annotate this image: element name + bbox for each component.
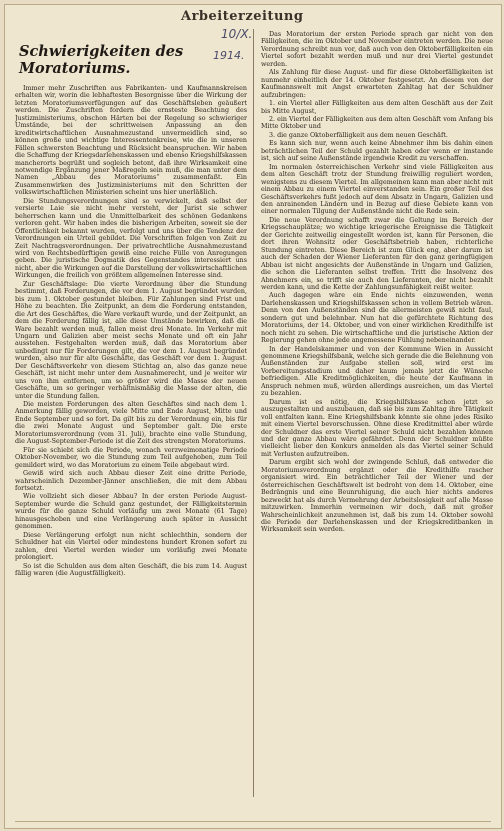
list-item: 2. ein Viertel der Fälligkeiten aus dem alten Geschäft vom Anfang bis Mitte Oktober und <box>261 115 493 131</box>
paragraph: Wie vollzieht sich dieser Abbau? In der ersten Periode August-September wurde die Schuld ganz gestundet, der Fälligkeitstermin wurde für die ganze Schuld vorläufig um zwei Monate (61 Tage) hinausgeschoben und eine Verlängerung auch später in Aussicht genommen. <box>15 493 247 531</box>
paragraph: Zur Geschäftslage: Die vierte Verordnung über die Stundung bestimmt, daß Forderungen, die vor dem 1. August begründet wurden, bis zum 1. Oktober gestundet bleiben. Für Zahlungen sind Frist und Höhe zu beachten. Die Zeitpunkt, an dem die Forderung entstanden, die Art des Geschäftes, die Ware verkauft wurde, und der Zeitpunkt, an dem die Forderung fällig ist, alle diese Umstände bewirken, daß die Ware bezahlt werden muß, fallen meist drei Monate. Im Verkehr mit Ungarn und Galizien aber meist sechs Monate und oft ein Jahr ausstehen. Festgehalten werden muß, daß das Moratorium aber unbedingt nur für Forderungen gilt, die vor dem 1. August begründet wurden, also nur für alte Geschäfte, das Geschäft vor dem 1. August. Der Geschäftsverkehr von diesem Stichtag an, also das ganze neue Geschäft, ist nicht mehr unter dem Ausnahmerecht, und je weiter wir uns von ihm entfernen, um so größer wird die Masse der neuen Geschäfte, um so geringer verhältnismäßig die Masse der alten, die unter die Stundung fallen. <box>15 280 247 400</box>
paragraph: Immer mehr Zuschriften aus Fabrikanten- und Kaufmannskreisen erhalten wir, worin die lebhaftesten Besorgnisse über die Wirkung der letzten Moratoriumsverfügungen auf das Geschäftsleben geäußert werden. Die Zuschriften fordern die ernsteste Beachtung des Justizministeriums, obschon Härten bei der Regelung so schwieriger Umstände, bei der schrittweisen Anpassung an den kreditwirtschaftlichen Ausnahmezustand unvermeidlich sind, so können große und wichtige Interessentenkreise, wie die in unseren Fällen schwersten Beachtung und Rücksicht beanspruchen. Wir haben die Schaffung der Kriegsdarlehenskassen und ebenso Kriegshilfskassen mancherorts begrüßt und sogleich betont, daß ihre Wirksamkeit eine notwendige Ergänzung jener Maßregeln sein muß, die man unter dem Namen „Abbau des Moratoriums“ zusammenfaßt. Ein Zusammenwirken des Justizministeriums mit den Schritten der volkswirtschaftlichen Ministerien scheint uns hier unerläßlich. <box>15 85 247 197</box>
paragraph: Die Stundungsverordnungen sind so verwickelt, daß selbst der versierte Laie sie nicht mehr versteht, der Jurist sie schwer beherrschen kann und die Unmittelbarkeit des schönen Gedankens verloren geht. Wir haben indes die bisherigen Arbeiten, soweit sie der Öffentlichkeit bekannt wurden, verfolgt und uns über die Tendenz der Verordnungen ein Urteil gebildet. Die Vorschriften folgen von Zeit zu Zeit Nachtragsverordnungen. Der privatrechtliche Ausnahmezustand wird von Rechtsbedürftigen gewiß eine reiche Fülle von Anregungen geben. Die juristische Dogmatik des Gegenstandes interessiert uns nicht, aber die Wirkungen auf die Darstellung der volkswirtschaftlichen Wirkungen, die freilich von größtem allgemeinen Interesse sind. <box>15 197 247 280</box>
paragraph: Als Zahlung für diese August- und für diese Oktoberfälligkeiten ist nunmehr einheitlich der 14. Oktober festgesetzt. An diesem von der Kaufmannswelt mit Angst erwarteten Zahltag hat der Schuldner aufzubringen: <box>261 69 493 99</box>
right-column <box>261 31 493 791</box>
paragraph: Für sie schiebt sich die Periode, wonach verzweimonatige Periode Oktober-November, wo die Stundung zum Teil aufgehoben, zum Teil gemildert wird, wo das Moratorium zu einem Teile abgebaut wird. <box>15 446 247 469</box>
list-item: 3. die ganze Oktoberfälligkeit aus dem neuen Geschäft. <box>269 131 448 139</box>
handwritten-year: 1914. <box>213 49 245 62</box>
paragraph: Auch dagegen wäre ein Ende nichts einzuwenden, wenn Darlehenskassen und Kriegshilfskassen schon in vollem Betrieb wären. Denn von den Außenständen sind die allermeisten gewiß nicht faul, sondern gut und belehnbar. Nun hat die gefürchtete Richtung des Moratoriums, der 14. Oktober, und von einer wirklichen Kredithilfe ist noch nicht zu sehen. Die wirtschaftliche und die juristische Aktion der Regierung gehen ohne jede angemessene Fühlung nebeneinander. <box>261 292 493 345</box>
paragraph: Das Moratorium der ersten Periode sprach gar nicht von den Fälligkeiten, die im Oktober und November eintreten werden. Die neue Verordnung schreibt nun vor, daß auch von den Oktoberfälligkeiten ein Viertel sofort bezahlt werden muß und nur drei Viertel gestundet werden. <box>261 31 493 68</box>
handwritten-date: 10/X. <box>221 27 253 41</box>
headline: Schwierigkeiten des Moratoriums. <box>19 43 184 77</box>
paragraph: Die neue Verordnung schafft zwar die Geltung im Bereich der Kriegsschauplätze; wo wichtige kriegerische Ereignisse die Tätigkeit der Gerichte zeitweilig eingestellt worden ist, kann für Personen, die dort ihren Wohnsitz oder Geschäftsbetrieb haben, richterliche Stundung eintreten. Diese Bereich ist zum Glück eng, aber darum ist auch der Schaden der Wiener Lieferanten für den ganz geringfügigen Abbau ist nicht angesichts der Außenstände in Ungarn und Galizien, die schon die Lieferanten selbst treffen. Tritt die Insolvenz des Abnehmers ein, so trifft sie auch den Lieferanten, der nicht bezahlt werden kann, und die Kette der Zahlungsunfähigkeit reißt weiter. <box>261 216 493 291</box>
left-column <box>15 43 247 791</box>
list-item: 1. ein Viertel aller Fälligkeiten aus dem alten Geschäft aus der Zeit bis Mitte August, <box>261 100 493 115</box>
paragraph: So ist die Schulden aus dem alten Geschäft, die bis zum 14. August fällig waren (die Augustfälligkeit). <box>15 562 247 577</box>
paragraph: Die meisten Forderungen des alten Geschäftes sind nach dem 1. Anmerkung fällig geworden, viele Mitte und Ende August, Mitte und Ende September und so fort. Da gilt bis zu der Verordnung ein, bis für die zwei Monate August und September galt. Die erste Moratoriumsverordnung (vom 31. Juli), brachte eine volle Stundung, die August-September-Periode ist die Zeit des strengsten Moratoriums. <box>15 401 247 446</box>
column-divider <box>253 29 254 797</box>
masthead: Arbeiterzeitung <box>181 9 304 24</box>
paragraph: Gewiß wird sich auch Abbau dieser Zeit eine dritte Periode, wahrscheinlich Dezember-Jänner anschließen, die mit dem Abbau fortsetzt. <box>15 470 247 493</box>
paragraph: Es kann sich nur, wenn auch keine Abnehmer ihm bis dahin einen beträchtlichen Teil der Schuld gezahlt haben oder wenn er imstande ist, sich auf seine Außenstände irgendwie Kredit zu verschaffen. <box>261 140 493 163</box>
paragraph: In der Handelskammer und von der Kommune Wien in Aussicht genommene Kriegshilfsbank, welche sich gerade die die Belehnung von Außenständen zur Aufgabe stellen soll, wird erst im Vorbereitungsstadium und daher kaum jemals jetzt die Wünsche befriedigen. Alle Kreditmöglichkeiten, die heute der Kaufmann in Anspruch nehmen muß, würden allerdings ausreichen, um das Viertel zu bezahlen. <box>261 345 493 398</box>
paragraph: Im normalen österreichischen Verkehr sind viele Fälligkeiten aus dem alten Geschäft trotz der Stundung freiwillig reguliert worden, wenigstens zu diesem Viertel. Im allgemeinen kann man aber nicht mit einem Abbau zu einem Viertel einverstanden sein. Ein großer Teil des Geschäftsverkehrs fußt jedoch auf dem Absatz in Ungarn, Galizien und den anrainenden Ländern und in Bezug auf diese Gebiete kann von einer normalen Tilgung der Außenstände nicht die Rede sein. <box>261 163 493 216</box>
paragraph: Darum ergibt sich wohl der zwingende Schluß, daß entweder die Moratoriumsverordnung ergänzt oder die Kredithilfe rascher organisiert wird. Ein beträchtlicher Teil der Wiener und der österreichischen Geschäftswelt ist bedroht von dem 14. Oktober, eine Bedrängnis und eine Beunruhigung, die auch hier nichts anderes bezweckt hat als durch Vermehrung der Arbeitslosigkeit auf alle Masse mitzuwirken. Immerhin vermeinen wir doch, daß mit großer Wahrscheinlichkeit anzunehmen ist, daß bis zum 14. Oktober sowohl die Periode der Darlehenskassen und der Kriegskreditbanken in Wirksamkeit sein werden. <box>261 459 493 534</box>
bottom-rule <box>15 821 491 822</box>
paragraph: Diese Verlängerung erfolgt nun nicht schlechthin, sondern der Schuldner hat ein Viertel oder mindestens hundert Kronen sofort zu zahlen, drei Viertel werden wieder um vorläufig zwei Monate prolongiert. <box>15 531 247 562</box>
paragraph: Darum ist es nötig, die Kriegshilfskasse schon jetzt so auszugestalten und auszubauen, daß sie bis zum Zahltag ihre Tätigkeit voll entfalten kann. Eine Kriegshilfsbank könnte sie ohne jedes Risiko mit einem Viertel bevorschussen. Ohne diese Kreditmittel aber würde der Schuldner das erste Viertel seiner Schuld nicht bezahlen können und der ganze Abbau wäre gefährdet. Denn der Schuldner müßte vielleicht lieber den Konkurs anmelden als das Viertel seiner Schuld mit Verlusten aufzutreiben. <box>261 398 493 458</box>
newspaper-clipping <box>4 4 502 829</box>
